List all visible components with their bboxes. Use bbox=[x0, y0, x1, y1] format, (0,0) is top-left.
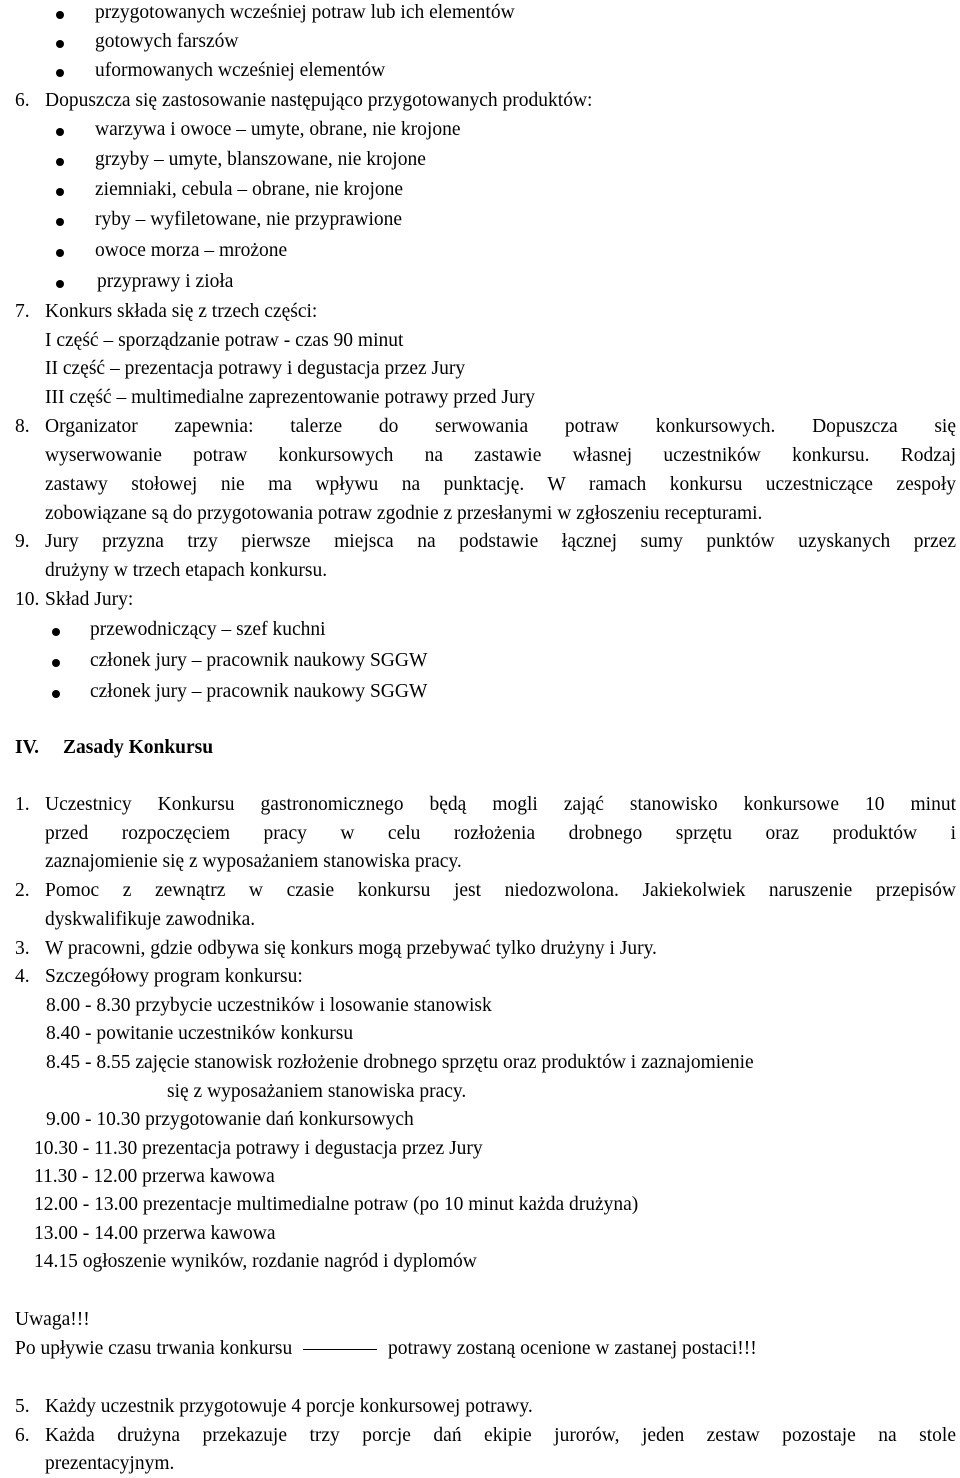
part-line: I część – sporządzanie potraw - czas 90 minut bbox=[45, 330, 404, 351]
item-number: 7. bbox=[15, 301, 30, 322]
paragraph-line: dyskwalifikuje zawodnika. bbox=[45, 909, 256, 930]
schedule-item: 11.30 - 12.00 przerwa kawowa bbox=[34, 1166, 275, 1187]
paragraph-line: Szczegółowy program konkursu: bbox=[45, 966, 303, 987]
bullet-icon bbox=[56, 249, 64, 257]
bullet-icon bbox=[56, 218, 64, 226]
schedule-item: 8.40 - powitanie uczestników konkursu bbox=[46, 1023, 354, 1044]
line-text: Pomoc z zewnątrz w czasie konkursu jest niedozwolona. Jakiekolwiek naruszenie przepisów bbox=[45, 880, 956, 901]
bullet-icon bbox=[56, 40, 64, 48]
bullet-icon bbox=[56, 280, 64, 288]
paragraph-line bbox=[45, 473, 956, 497]
paragraph-line: Każdy uczestnik przygotowuje 4 porcje konkursowej potrawy. bbox=[45, 1396, 533, 1417]
bullet-icon bbox=[56, 188, 64, 196]
schedule-item: 9.00 - 10.30 przygotowanie dań konkursowych bbox=[46, 1109, 414, 1130]
part-line: II część – prezentacja potrawy i degustacja przez Jury bbox=[45, 358, 466, 379]
paragraph-line bbox=[45, 444, 956, 468]
warning-text-after: potrawy zostaną ocenione w zastanej postaci!!! bbox=[388, 1338, 757, 1359]
item-text: Konkurs składa się z trzech części: bbox=[45, 301, 318, 322]
paragraph-line bbox=[45, 793, 956, 817]
line-text: wyserwowanie potraw konkursowych na zastawie własnej uczestników konkursu. Rodzaj bbox=[45, 445, 956, 466]
paragraph-line bbox=[45, 415, 956, 439]
paragraph-line bbox=[45, 1424, 956, 1448]
paragraph-line: zaznajomienie się z wyposażaniem stanowiska pracy. bbox=[45, 851, 462, 872]
paragraph-line: zobowiązane są do przygotowania potraw zgodnie z przesłanymi w zgłoszeniu recepturami. bbox=[45, 503, 763, 524]
schedule-item: 8.45 - 8.55 zajęcie stanowisk rozłożenie drobnego sprzętu oraz produktów i zaznajomienie bbox=[46, 1052, 754, 1073]
list-item: warzywa i owoce – umyte, obrane, nie krojone bbox=[95, 119, 461, 140]
item-number: 8. bbox=[15, 416, 30, 437]
bullet-icon bbox=[52, 659, 60, 667]
line-text: zastawy stołowej nie ma wpływu na punktację. W ramach konkursu uczestniczące zespoły bbox=[45, 474, 956, 495]
schedule-item: się z wyposażaniem stanowiska pracy. bbox=[167, 1081, 467, 1102]
list-item: uformowanych wcześniej elementów bbox=[95, 60, 386, 81]
bullet-icon bbox=[52, 690, 60, 698]
list-item: przygotowanych wcześniej potraw lub ich elementów bbox=[95, 2, 515, 23]
item-number: 6. bbox=[15, 90, 30, 111]
item-number: 10. bbox=[15, 589, 40, 610]
list-item: owoce morza – mrożone bbox=[95, 240, 288, 261]
paragraph-line bbox=[45, 530, 956, 554]
line-text: Jury przyzna trzy pierwsze miejsca na podstawie łącznej sumy punktów uzyskanych przez bbox=[45, 531, 956, 552]
schedule-item: 8.00 - 8.30 przybycie uczestników i losowanie stanowisk bbox=[46, 995, 492, 1016]
item-number: 3. bbox=[15, 938, 30, 959]
list-item: członek jury – pracownik naukowy SGGW bbox=[90, 650, 428, 671]
item-number: 2. bbox=[15, 880, 30, 901]
list-item: przewodniczący – szef kuchni bbox=[90, 619, 326, 640]
list-item: grzyby – umyte, blanszowane, nie krojone bbox=[95, 149, 426, 170]
section-number: IV. bbox=[15, 737, 40, 758]
list-item: ziemniaki, cebula – obrane, nie krojone bbox=[95, 179, 404, 200]
bullet-icon bbox=[52, 628, 60, 636]
warning-text-before: Po upływie czasu trwania konkursu bbox=[15, 1338, 293, 1359]
item-number: 6. bbox=[15, 1425, 30, 1446]
item-number: 4. bbox=[15, 966, 30, 987]
item-text: Dopuszcza się zastosowanie następująco przygotowanych produktów: bbox=[45, 90, 593, 111]
paragraph-line: W pracowni, gdzie odbywa się konkurs mogą przebywać tylko drużyny i Jury. bbox=[45, 938, 657, 959]
schedule-item: 14.15 ogłoszenie wyników, rozdanie nagród i dyplomów bbox=[34, 1251, 477, 1272]
paragraph-line bbox=[45, 822, 956, 846]
item-number: 9. bbox=[15, 531, 30, 552]
paragraph-line bbox=[45, 879, 956, 903]
list-item: członek jury – pracownik naukowy SGGW bbox=[90, 681, 428, 702]
dash-rule bbox=[303, 1349, 377, 1350]
bullet-icon bbox=[56, 11, 64, 19]
section-title: Zasady Konkursu bbox=[63, 737, 214, 758]
warning-title: Uwaga!!! bbox=[15, 1309, 90, 1330]
bullet-icon bbox=[56, 158, 64, 166]
line-text: Każda drużyna przekazuje trzy porcje dań ekipie jurorów, jeden zestaw pozostaje na stole bbox=[45, 1425, 956, 1446]
bullet-icon bbox=[56, 69, 64, 77]
paragraph-line: drużyny w trzech etapach konkursu. bbox=[45, 560, 328, 581]
list-item: przyprawy i zioła bbox=[97, 271, 234, 292]
list-item: gotowych farszów bbox=[95, 31, 239, 52]
line-text: przed rozpoczęciem pracy w celu rozłożenia drobnego sprzętu oraz produktów i bbox=[45, 823, 956, 844]
item-text: Skład Jury: bbox=[45, 589, 134, 610]
warning-text bbox=[15, 1337, 757, 1361]
bullet-icon bbox=[56, 128, 64, 136]
part-line: III część – multimedialne zaprezentowanie potrawy przed Jury bbox=[45, 387, 535, 408]
paragraph-line: prezentacyjnym. bbox=[45, 1453, 175, 1474]
line-text: Uczestnicy Konkursu gastronomicznego będą mogli zająć stanowisko konkursowe 10 minut bbox=[45, 794, 956, 815]
item-number: 5. bbox=[15, 1396, 30, 1417]
item-number: 1. bbox=[15, 794, 30, 815]
schedule-item: 13.00 - 14.00 przerwa kawowa bbox=[34, 1223, 276, 1244]
line-text: Organizator zapewnia: talerze do serwowania potraw konkursowych. Dopuszcza się bbox=[45, 416, 956, 437]
schedule-item: 10.30 - 11.30 prezentacja potrawy i degustacja przez Jury bbox=[34, 1138, 483, 1159]
list-item: ryby – wyfiletowane, nie przyprawione bbox=[95, 209, 403, 230]
schedule-item: 12.00 - 13.00 prezentacje multimedialne potraw (po 10 minut każda drużyna) bbox=[34, 1194, 639, 1215]
